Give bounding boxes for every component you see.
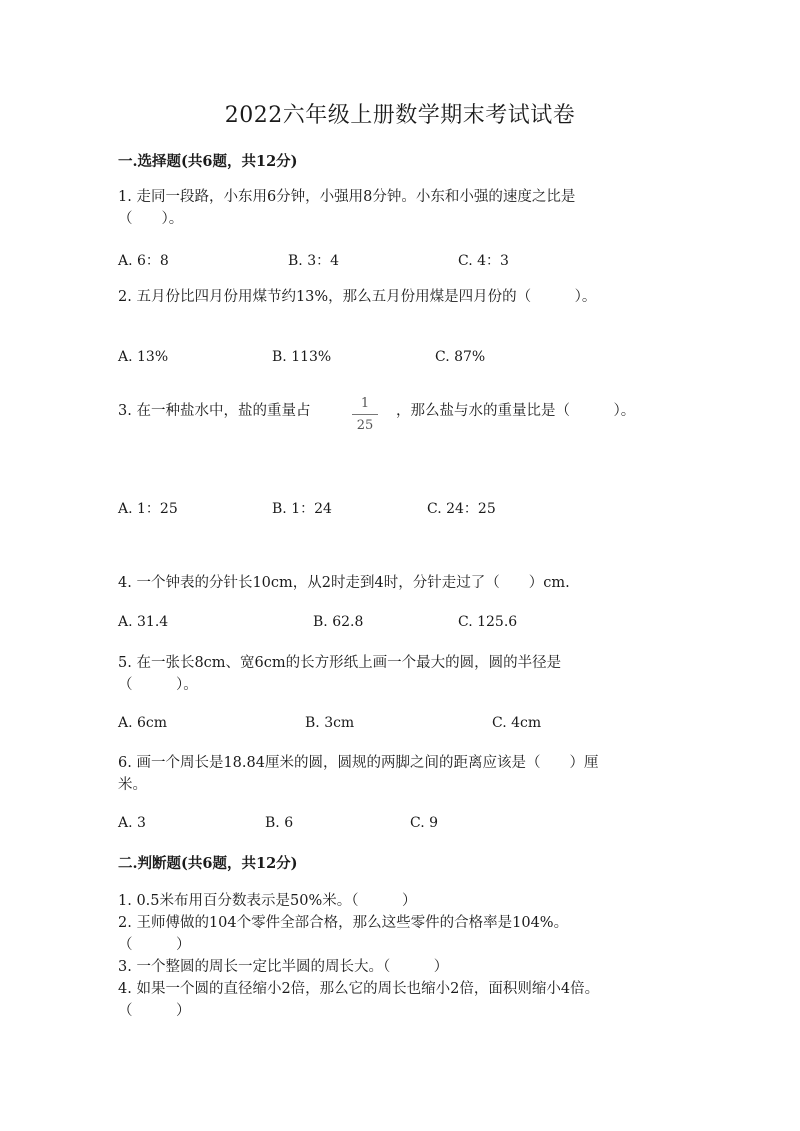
question-6-text: 6. 画一个周长是18.84厘米的圆，圆规的两脚之间的距离应该是（ ）厘 <box>118 755 599 771</box>
q1-option-b: B. 3：4 <box>288 253 340 269</box>
fraction-bar <box>352 414 378 415</box>
q6-option-a: A. 3 <box>118 815 146 831</box>
page-title: 2022六年级上册数学期末考试试卷 <box>224 103 576 128</box>
judgement-item-4: 4. 如果一个圆的直径缩小2倍，那么它的周长也缩小2倍，面积则缩小4倍。 <box>118 981 600 997</box>
fraction-numerator: 1 <box>360 396 370 411</box>
q3-option-a: A. 1：25 <box>118 501 178 517</box>
question-1-text: 1. 走同一段路，小东用6分钟，小强用8分钟。小东和小强的速度之比是 <box>118 189 576 205</box>
judgement-item-2: 2. 王师傅做的104个零件全部合格，那么这些零件的合格率是104%。 <box>118 915 569 931</box>
q4-option-b: B. 62.8 <box>313 614 364 630</box>
q4-option-a: A. 31.4 <box>118 614 169 630</box>
q3-option-c: C. 24：25 <box>427 501 496 517</box>
q1-option-c: C. 4：3 <box>458 253 509 269</box>
question-1-blank: （ ）。 <box>118 211 184 227</box>
question-6-text-cont: 米。 <box>118 777 147 793</box>
section-heading-choice: 一.选择题(共6题，共12分) <box>118 153 298 170</box>
question-4-text: 4. 一个钟表的分针长10cm，从2时走到4时，分针走过了（ ）cm. <box>118 575 570 591</box>
question-3-text-after: ，那么盐与水的重量比是（ ）。 <box>396 403 636 419</box>
question-5-text: 5. 在一张长8cm、宽6cm的长方形纸上画一个最大的圆，圆的半径是 <box>118 655 562 671</box>
q4-option-c: C. 125.6 <box>458 614 518 630</box>
q6-option-b: B. 6 <box>265 815 294 831</box>
q5-option-b: B. 3cm <box>305 715 355 731</box>
q2-option-c: C. 87% <box>435 349 486 365</box>
q3-option-b: B. 1：24 <box>272 501 332 517</box>
fraction-one-twenty-fifth <box>352 396 378 434</box>
q5-option-a: A. 6cm <box>118 715 168 731</box>
question-3-text-before: 3. 在一种盐水中，盐的重量占 <box>118 403 311 419</box>
question-5-blank: （ ）。 <box>118 677 198 693</box>
q5-option-c: C. 4cm <box>492 715 542 731</box>
q2-option-b: B. 113% <box>272 349 332 365</box>
fraction-denominator: 25 <box>356 418 374 433</box>
section-heading-judgement: 二.判断题(共6题，共12分) <box>118 855 298 872</box>
q2-option-a: A. 13% <box>118 349 169 365</box>
q1-option-a: A. 6：8 <box>118 253 169 269</box>
question-2-text: 2. 五月份比四月份用煤节约13%，那么五月份用煤是四月份的（ ）。 <box>118 289 597 305</box>
judgement-item-1: 1. 0.5米布用百分数表示是50%米。（ ） <box>118 893 417 909</box>
judgement-item-2-blank: （ ） <box>118 937 191 953</box>
judgement-item-4-blank: （ ） <box>118 1003 191 1019</box>
q6-option-c: C. 9 <box>410 815 439 831</box>
judgement-item-3: 3. 一个整圆的周长一定比半圆的周长大。（ ） <box>118 959 449 975</box>
